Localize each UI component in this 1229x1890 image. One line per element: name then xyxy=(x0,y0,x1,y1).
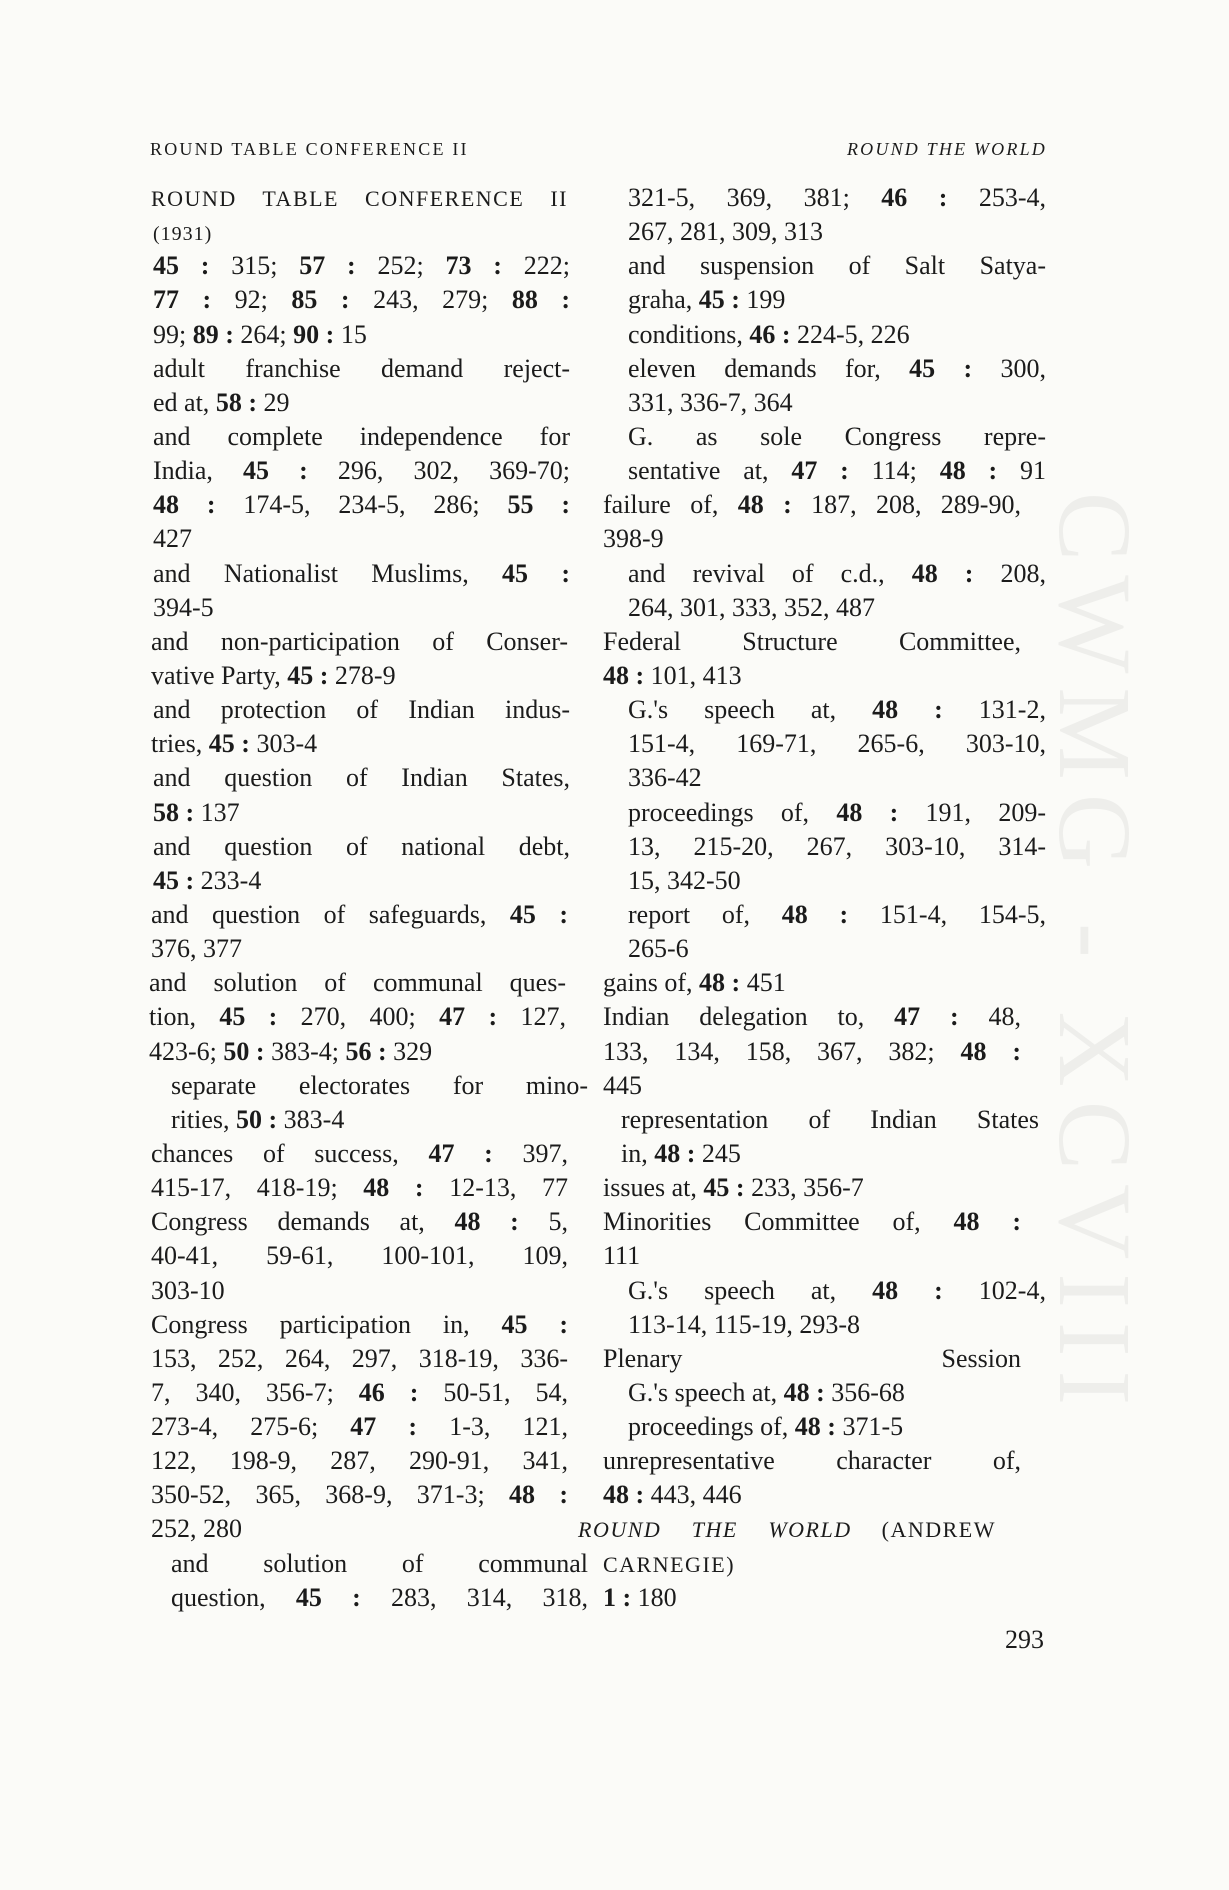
index-line: and Nationalist Muslims, 45 : xyxy=(153,558,570,588)
page-number: 293 xyxy=(1005,1625,1044,1654)
index-line: G.'s speech at, 48 : 131-2, xyxy=(628,695,1046,725)
index-line: 122, 198-9, 287, 290-91, 341, xyxy=(151,1446,568,1476)
index-line: tion, 45 : 270, 400; 47 : 127, xyxy=(149,1002,566,1032)
index-line: Plenary Session xyxy=(603,1343,1021,1373)
index-line: 45 : 233-4 xyxy=(153,865,262,895)
index-line: 40-41, 59-61, 100-101, 109, xyxy=(151,1241,568,1271)
index-line: 1 : 180 xyxy=(603,1582,677,1612)
index-line: vative Party, 45 : 278-9 xyxy=(151,660,396,690)
index-line: Federal Structure Committee, xyxy=(603,626,1021,656)
index-line: ROUND TABLE CONFERENCE II xyxy=(151,186,568,211)
index-line: rities, 50 : 383-4 xyxy=(171,1104,345,1134)
index-line: G.'s speech at, 48 : 356-68 xyxy=(628,1377,905,1407)
index-line: 48 : 174-5, 234-5, 286; 55 : xyxy=(153,490,570,520)
index-line: adult franchise demand reject- xyxy=(153,353,570,383)
index-line: 415-17, 418-19; 48 : 12-13, 77 xyxy=(151,1173,568,1203)
index-line: and question of national debt, xyxy=(153,831,570,861)
index-line: 376, 377 xyxy=(151,934,242,964)
index-line: 48 : 443, 446 xyxy=(603,1480,742,1510)
index-line: 7, 340, 356-7; 46 : 50-51, 54, xyxy=(151,1377,568,1407)
index-line: 113-14, 115-19, 293-8 xyxy=(628,1309,861,1339)
index-line: sentative at, 47 : 114; 48 : 91 xyxy=(628,456,1046,486)
index-line: proceedings of, 48 : 191, 209- xyxy=(628,797,1046,827)
watermark xyxy=(1030,395,1160,1515)
index-line: and non-participation of Conser- xyxy=(151,626,568,656)
index-line: 303-10 xyxy=(151,1275,225,1305)
index-line: issues at, 45 : 233, 356-7 xyxy=(603,1173,864,1203)
index-line: representation of Indian States xyxy=(621,1104,1039,1134)
index-line: graha, 45 : 199 xyxy=(628,285,786,315)
index-line: Congress participation in, 45 : xyxy=(151,1309,568,1339)
index-line: 133, 134, 158, 367, 382; 48 : xyxy=(603,1036,1021,1066)
index-line: 58 : 137 xyxy=(153,797,240,827)
index-line: and protection of Indian indus- xyxy=(153,695,570,725)
index-line: and question of Indian States, xyxy=(153,763,570,793)
index-line: in, 48 : 245 xyxy=(621,1138,741,1168)
watermark-text: CWMG - XCVIII xyxy=(1037,491,1153,1419)
index-column-left xyxy=(149,181,588,1615)
index-line: separate electorates for mino- xyxy=(171,1070,588,1100)
index-column-right xyxy=(578,181,1046,1615)
index-line: proceedings of, 48 : 371-5 xyxy=(628,1412,904,1442)
index-line: and complete independence for xyxy=(153,421,570,451)
index-line: eleven demands for, 45 : 300, xyxy=(628,353,1046,383)
index-line: 445 xyxy=(603,1070,642,1100)
index-line: 264, 301, 333, 352, 487 xyxy=(628,592,875,622)
index-line: 252, 280 xyxy=(151,1514,242,1544)
index-line: 153, 252, 264, 297, 318-19, 336- xyxy=(151,1343,568,1373)
index-line: 99; 89 : 264; 90 : 15 xyxy=(153,319,367,349)
index-line: conditions, 46 : 224-5, 226 xyxy=(628,319,910,349)
index-line: report of, 48 : 151-4, 154-5, xyxy=(628,899,1046,929)
index-line: 350-52, 365, 368-9, 371-3; 48 : xyxy=(151,1480,568,1510)
index-line: and solution of communal xyxy=(171,1548,588,1578)
index-line: 77 : 92; 85 : 243, 279; 88 : xyxy=(153,285,570,315)
index-line: 48 : 101, 413 xyxy=(603,660,742,690)
index-line: 398-9 xyxy=(603,524,664,554)
running-head-left: ROUND TABLE CONFERENCE II xyxy=(150,139,469,159)
index-line: 15, 342-50 xyxy=(628,865,741,895)
index-line: 45 : 315; 57 : 252; 73 : 222; xyxy=(153,251,570,281)
index-line: 13, 215-20, 267, 303-10, 314- xyxy=(628,831,1046,861)
index-line: 336-42 xyxy=(628,763,702,793)
running-head-right: ROUND THE WORLD xyxy=(846,139,1047,159)
index-line: and question of safeguards, 45 : xyxy=(151,899,568,929)
index-line: 394-5 xyxy=(153,592,214,622)
index-line: unrepresentative character of, xyxy=(603,1446,1021,1476)
index-line: 423-6; 50 : 383-4; 56 : 329 xyxy=(149,1036,433,1066)
index-line: (1931) xyxy=(153,223,213,246)
index-line: 273-4, 275-6; 47 : 1-3, 121, xyxy=(151,1412,568,1442)
index-line: question, 45 : 283, 314, 318, xyxy=(171,1582,588,1612)
index-line: 151-4, 169-71, 265-6, 303-10, xyxy=(628,729,1046,759)
index-line: CARNEGIE) xyxy=(603,1551,736,1577)
index-line: 331, 336-7, 364 xyxy=(628,387,793,417)
index-line: G. as sole Congress repre- xyxy=(628,421,1046,451)
index-line: and revival of c.d., 48 : 208, xyxy=(628,558,1046,588)
index-line: tries, 45 : 303-4 xyxy=(151,729,318,759)
index-line: and solution of communal ques- xyxy=(149,968,566,998)
index-line: 321-5, 369, 381; 46 : 253-4, xyxy=(628,183,1046,212)
index-line: chances of success, 47 : 397, xyxy=(151,1138,568,1168)
index-line: 265-6 xyxy=(628,934,689,964)
index-line: Indian delegation to, 47 : 48, xyxy=(603,1002,1022,1032)
index-line: failure of, 48 : 187, 208, 289-90, xyxy=(603,490,1021,520)
index-line: 111 xyxy=(603,1241,641,1271)
index-line: India, 45 : 296, 302, 369-70; xyxy=(153,456,570,486)
index-line: ROUND THE WORLD (ANDREW xyxy=(578,1517,996,1543)
index-line: and suspension of Salt Satya- xyxy=(628,251,1046,281)
index-line: ed at, 58 : 29 xyxy=(153,387,290,417)
index-line: Minorities Committee of, 48 : xyxy=(603,1207,1021,1237)
index-line: G.'s speech at, 48 : 102-4, xyxy=(628,1275,1046,1305)
index-line: gains of, 48 : 451 xyxy=(603,968,786,998)
index-line: 427 xyxy=(153,524,192,554)
index-line: Congress demands at, 48 : 5, xyxy=(151,1207,568,1237)
index-line: 267, 281, 309, 313 xyxy=(628,217,823,247)
